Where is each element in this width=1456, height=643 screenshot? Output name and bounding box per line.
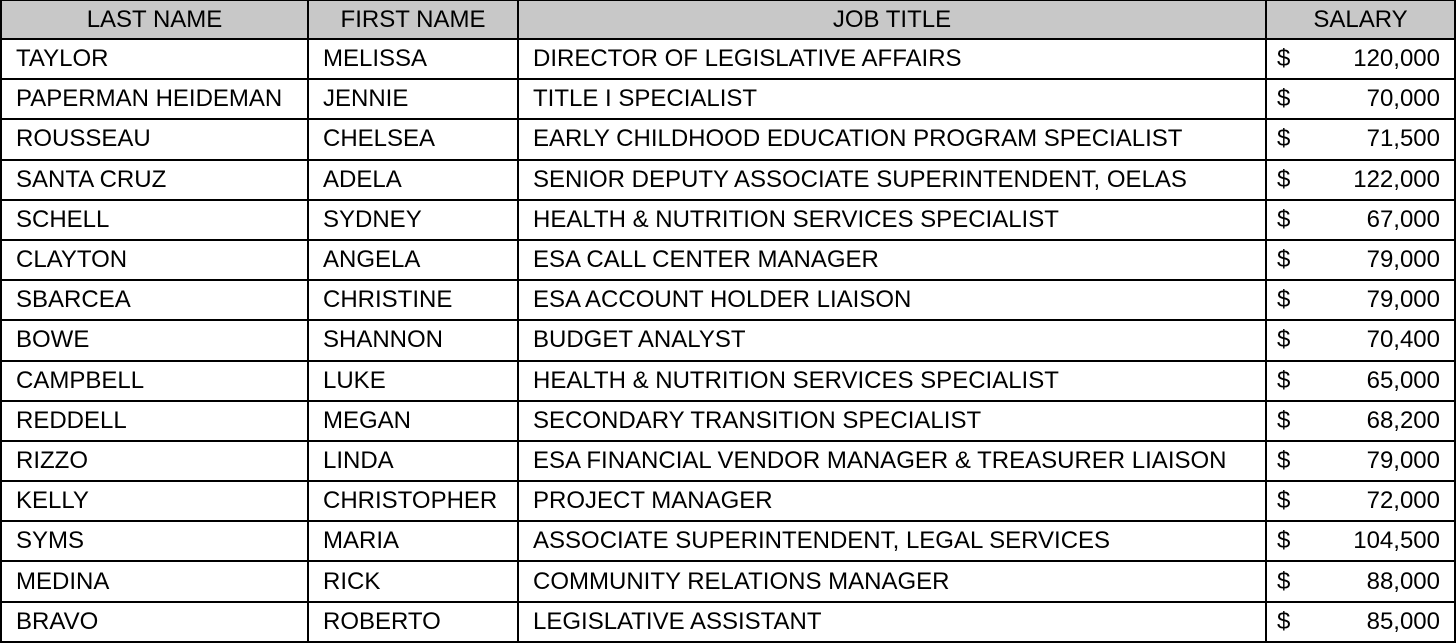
cell-first-name: ROBERTO [308,602,518,641]
header-first-name: FIRST NAME [308,1,518,39]
cell-last-name: TAYLOR [2,39,308,79]
currency-symbol: $ [1277,85,1291,113]
cell-first-name: CHRISTINE [308,280,518,320]
cell-job-title: ESA ACCOUNT HOLDER LIAISON [518,280,1266,320]
cell-job-title: SENIOR DEPUTY ASSOCIATE SUPERINTENDENT, OELAS [518,160,1266,200]
cell-job-title: HEALTH & NUTRITION SERVICES SPECIALIST [518,361,1266,401]
cell-salary [1266,602,1454,641]
cell-first-name: MARIA [308,521,518,561]
cell-job-title: EARLY CHILDHOOD EDUCATION PROGRAM SPECIALIST [518,119,1266,159]
currency-symbol: $ [1277,446,1291,474]
table-row [2,160,1454,200]
cell-last-name: MEDINA [2,561,308,601]
salary-amount: 72,000 [1366,487,1440,515]
salary-amount: 65,000 [1366,366,1440,394]
currency-symbol: $ [1277,406,1291,434]
cell-first-name: MEGAN [308,401,518,441]
cell-job-title: DIRECTOR OF LEGISLATIVE AFFAIRS [518,39,1266,79]
cell-job-title: HEALTH & NUTRITION SERVICES SPECIALIST [518,200,1266,240]
table-row [2,561,1454,601]
currency-symbol: $ [1277,366,1291,394]
cell-last-name: SCHELL [2,200,308,240]
table-row [2,79,1454,119]
table-row [2,119,1454,159]
currency-symbol: $ [1277,487,1291,515]
cell-last-name: PAPERMAN HEIDEMAN [2,79,308,119]
salary-amount: 79,000 [1366,246,1440,274]
cell-job-title: COMMUNITY RELATIONS MANAGER [518,561,1266,601]
header-last-name: LAST NAME [2,1,308,39]
cell-first-name: LINDA [308,441,518,481]
cell-job-title: SECONDARY TRANSITION SPECIALIST [518,401,1266,441]
cell-salary [1266,320,1454,360]
cell-salary [1266,521,1454,561]
salary-amount: 71,500 [1366,125,1440,153]
cell-salary [1266,160,1454,200]
table-row [2,320,1454,360]
salary-amount: 120,000 [1353,45,1440,73]
table-row [2,361,1454,401]
cell-job-title: LEGISLATIVE ASSISTANT [518,602,1266,641]
currency-symbol: $ [1277,165,1291,193]
cell-salary [1266,39,1454,79]
currency-symbol: $ [1277,45,1291,73]
header-row [2,1,1454,39]
cell-last-name: SBARCEA [2,280,308,320]
currency-symbol: $ [1277,286,1291,314]
table-row [2,521,1454,561]
cell-last-name: SYMS [2,521,308,561]
cell-last-name: RIZZO [2,441,308,481]
cell-job-title: ESA CALL CENTER MANAGER [518,240,1266,280]
cell-salary [1266,240,1454,280]
table-row [2,39,1454,79]
cell-salary [1266,441,1454,481]
header-salary: SALARY [1266,1,1454,39]
currency-symbol: $ [1277,607,1291,635]
cell-last-name: CAMPBELL [2,361,308,401]
cell-last-name: KELLY [2,481,308,521]
cell-first-name: LUKE [308,361,518,401]
table-header [2,1,1454,39]
currency-symbol: $ [1277,567,1291,595]
currency-symbol: $ [1277,527,1291,555]
cell-last-name: BRAVO [2,602,308,641]
table-row [2,441,1454,481]
cell-last-name: ROUSSEAU [2,119,308,159]
cell-last-name: REDDELL [2,401,308,441]
salary-amount: 79,000 [1366,286,1440,314]
salary-amount: 122,000 [1353,165,1440,193]
table-row [2,401,1454,441]
currency-symbol: $ [1277,205,1291,233]
cell-first-name: RICK [308,561,518,601]
cell-salary [1266,361,1454,401]
cell-job-title: ASSOCIATE SUPERINTENDENT, LEGAL SERVICES [518,521,1266,561]
cell-job-title: PROJECT MANAGER [518,481,1266,521]
table-row [2,481,1454,521]
cell-first-name: ANGELA [308,240,518,280]
cell-salary [1266,79,1454,119]
cell-first-name: SHANNON [308,320,518,360]
cell-last-name: BOWE [2,320,308,360]
cell-first-name: CHELSEA [308,119,518,159]
salary-amount: 88,000 [1366,567,1440,595]
cell-salary [1266,481,1454,521]
table-row [2,200,1454,240]
table-row [2,602,1454,641]
salary-amount: 85,000 [1366,607,1440,635]
salary-amount: 70,000 [1366,85,1440,113]
salary-amount: 67,000 [1366,205,1440,233]
table-row [2,280,1454,320]
cell-first-name: CHRISTOPHER [308,481,518,521]
cell-salary [1266,119,1454,159]
cell-salary [1266,401,1454,441]
salary-amount: 70,400 [1366,326,1440,354]
cell-salary [1266,200,1454,240]
cell-salary [1266,561,1454,601]
salary-table [2,1,1454,641]
cell-job-title: TITLE I SPECIALIST [518,79,1266,119]
salary-amount: 68,200 [1366,406,1440,434]
cell-first-name: MELISSA [308,39,518,79]
cell-last-name: CLAYTON [2,240,308,280]
cell-first-name: JENNIE [308,79,518,119]
table-body [2,39,1454,641]
cell-first-name: SYDNEY [308,200,518,240]
cell-salary [1266,280,1454,320]
currency-symbol: $ [1277,125,1291,153]
cell-first-name: ADELA [308,160,518,200]
cell-last-name: SANTA CRUZ [2,160,308,200]
header-job-title: JOB TITLE [518,1,1266,39]
cell-job-title: ESA FINANCIAL VENDOR MANAGER & TREASURER LIAISON [518,441,1266,481]
salary-amount: 79,000 [1366,446,1440,474]
salary-amount: 104,500 [1353,527,1440,555]
currency-symbol: $ [1277,326,1291,354]
table-row [2,240,1454,280]
currency-symbol: $ [1277,246,1291,274]
cell-job-title: BUDGET ANALYST [518,320,1266,360]
